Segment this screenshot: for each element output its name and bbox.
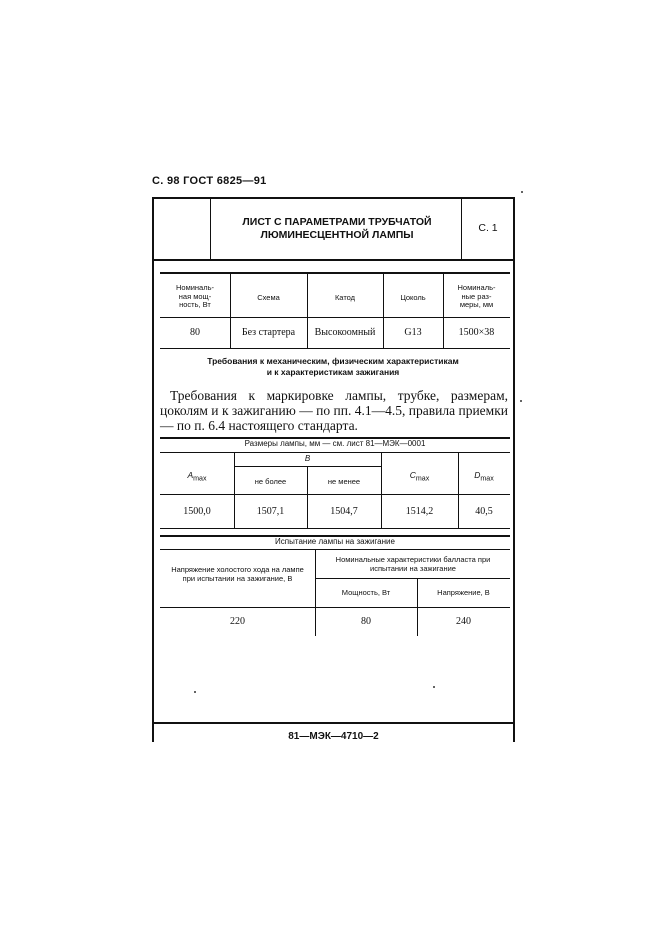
params-value-size: 1500×38 (458, 327, 495, 338)
dims-value-a: 1500,0 (183, 506, 211, 517)
ignition-caption-rule (160, 549, 510, 550)
dims-c-sub: max (415, 474, 430, 483)
ignition-header-rule (160, 607, 510, 608)
footer-code: 81—МЭК—4710—2 (288, 731, 379, 742)
sheet-title-line1: ЛИСТ С ПАРАМЕТРАМИ ТРУБЧАТОЙ (242, 216, 432, 228)
dims-value-c: 1514,2 (405, 506, 434, 517)
dims-value-b-min: 1504,7 (330, 506, 358, 517)
title-bottom-rule (152, 259, 515, 261)
dims-d-sub: max (480, 474, 494, 483)
params-header-size: Номиналь- ные раз- меры, мм (457, 283, 496, 309)
dims-a-sub: max (193, 474, 207, 483)
params-header-power: Номиналь- ная мощ- ность, Вт (175, 283, 215, 309)
dims-header-d (458, 470, 510, 483)
ignition-caption: Испытание лампы на зажигание (275, 537, 395, 546)
requirements-heading-line2: и к характеристикам зажигания (266, 367, 400, 377)
sheet-title-line2: ЛЮМИНЕСЦЕНТНОЙ ЛАМПЫ (260, 229, 414, 241)
params-value-power: 80 (190, 327, 200, 338)
params-header-rule (160, 317, 510, 318)
ignition-value-voltage: 220 (230, 616, 245, 627)
dims-value-b-max: 1507,1 (256, 506, 285, 517)
requirements-heading-line1: Требования к механическим, физическим характеристикам (207, 356, 459, 366)
dims-header-b-max: не более (254, 477, 287, 486)
dims-header-c (381, 470, 458, 483)
params-value-cathode: Высокоомный (314, 327, 376, 338)
ignition-value-volt: 240 (456, 616, 471, 627)
params-header-base: Цоколь (400, 293, 426, 302)
ignition-ballast-rule (315, 578, 510, 579)
ignition-header-ballast: Номинальные характеристики балласта при испытании на зажигание (335, 555, 491, 573)
title-divider-left (210, 199, 211, 260)
ignition-value-power: 80 (361, 616, 371, 627)
dims-d-label: D (474, 470, 481, 480)
page-header: С. 98 ГОСТ 6825—91 (152, 175, 267, 187)
params-top-rule (160, 272, 510, 274)
requirements-paragraph: Требования к маркировке лампы, трубке, размерам, цоколям и к зажиганию — по пп. 4.1—4.5, правила приемки — по п. 6.4 настоящего стандарта. (160, 388, 508, 433)
params-header-scheme: Схема (257, 293, 280, 302)
dims-col-line (307, 467, 308, 528)
dims-header-b: B (304, 454, 311, 463)
dims-header-a (160, 470, 234, 483)
dims-caption: Размеры лампы, мм — см. лист 81—МЭК—0001 (244, 439, 426, 448)
ignition-header-volt: Напряжение, В (437, 588, 490, 597)
params-bottom-rule (160, 348, 510, 349)
dims-c-label: C (409, 470, 416, 480)
ignition-col-line (417, 579, 418, 636)
scan-speck (194, 691, 196, 693)
params-value-base: G13 (404, 327, 422, 338)
requirements-heading (160, 356, 506, 378)
ignition-header-voltage: Напряжение холостого хода на лампе при испытании на зажигание, В (171, 565, 304, 583)
dims-a-label: A (187, 470, 194, 480)
scan-speck (433, 686, 435, 688)
scan-speck (520, 400, 522, 402)
footer-rule (152, 722, 515, 724)
ignition-header-power: Мощность, Вт (341, 588, 391, 597)
scan-speck (521, 191, 523, 193)
dims-bottom-rule (160, 528, 510, 529)
params-header-cathode: Катод (334, 293, 356, 302)
sheet-page-number: С. 1 (478, 222, 498, 234)
params-value-scheme: Без стартера (241, 327, 296, 338)
dims-value-d: 40,5 (475, 506, 493, 517)
sheet-title (212, 216, 462, 242)
dims-header-b-min: не менее (327, 477, 361, 486)
